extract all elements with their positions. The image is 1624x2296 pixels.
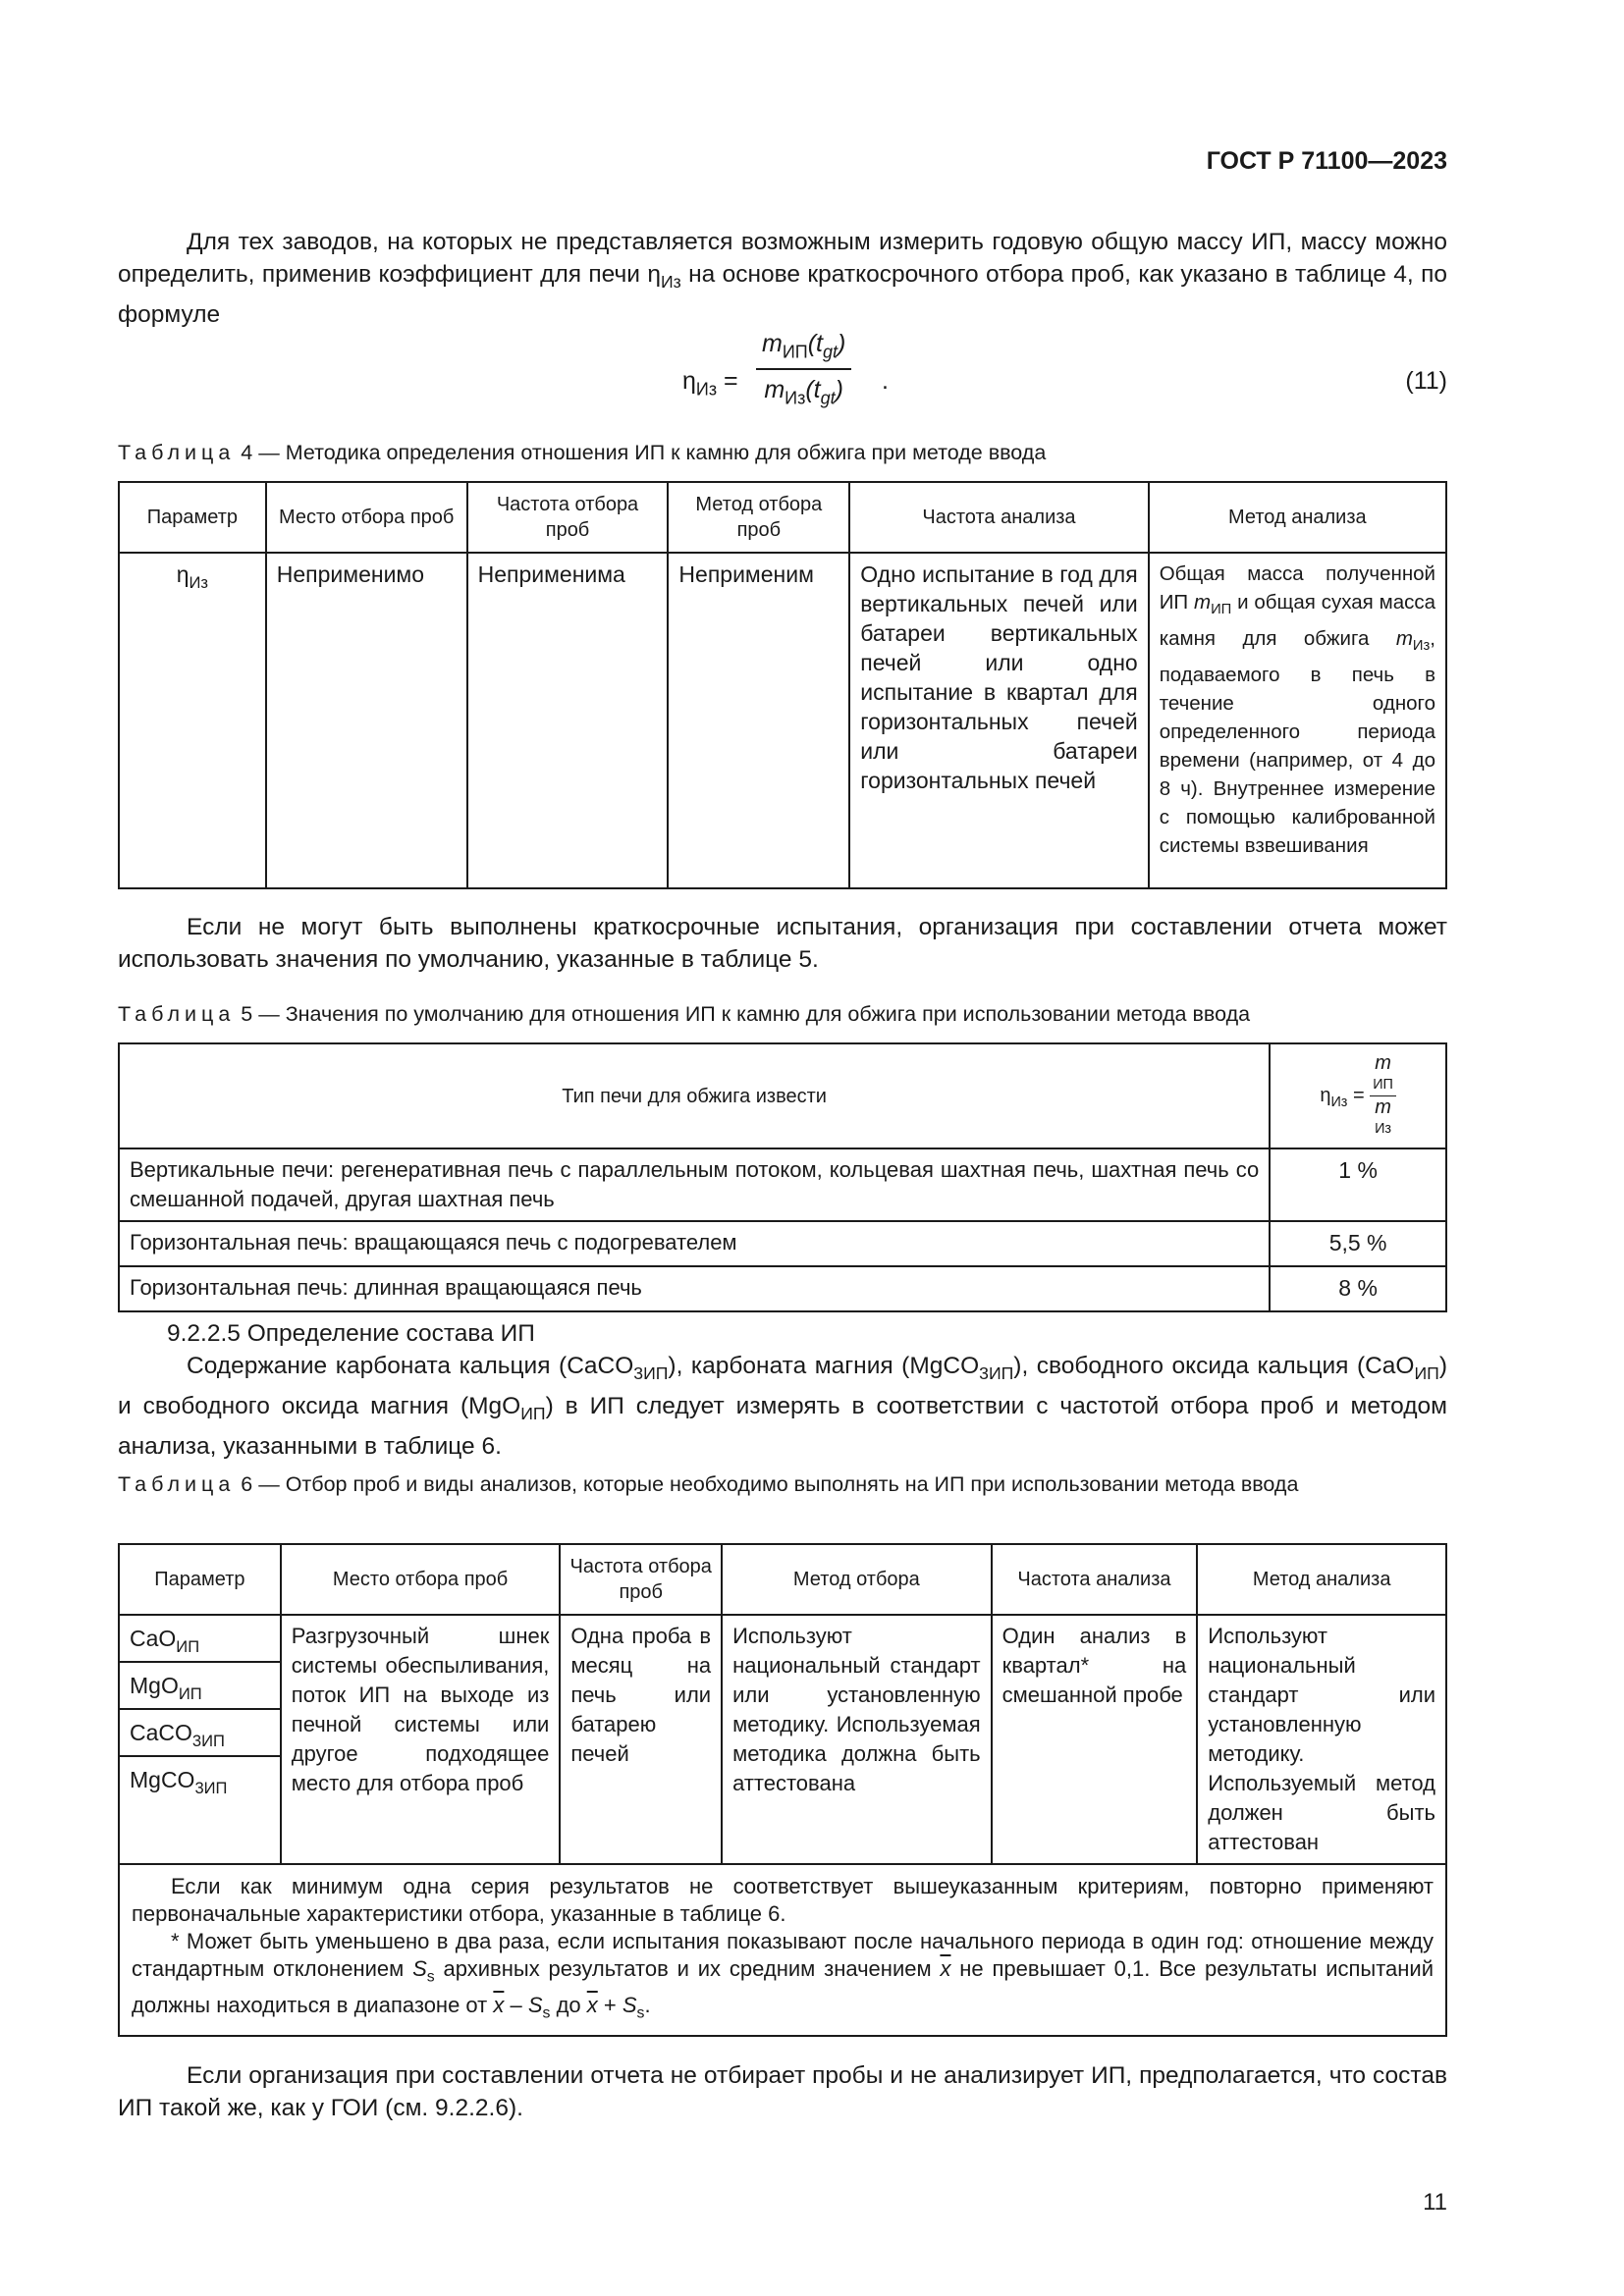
table6-header: Метод анализа: [1197, 1544, 1446, 1615]
table4-header: Частота отбора проб: [467, 482, 669, 553]
table4-header: Метод отбора проб: [668, 482, 849, 553]
table5-row: [119, 1221, 1446, 1266]
table5-value: 1 %: [1270, 1148, 1446, 1221]
paragraph-defaults: Если не могут быть выполнены краткосрочные испытания, организация при составлении отчета может использовать значения по умолчанию, указанные в таблице 5.: [118, 914, 1447, 973]
table6-notes-row: [119, 1864, 1446, 2036]
table4-analysis-method: Общая масса полученной ИП $m_{ИП}$ и общая сухая масса камня для обжига $m_{Из}$, подаваемого в печь в течение одного определенного периода времени (например, от 4 до 8 ч). Внутреннее измерение с помощью калиброванной системы взвешивания: [1149, 553, 1446, 888]
table4-header: Метод анализа: [1149, 482, 1446, 553]
table6-param: MgCO$_{3ИП}$: [130, 1767, 228, 1797]
table5-caption: Таблица 5 — Значения по умолчанию для отношения ИП к камню для обжига при использовании метода ввода: [118, 1002, 1251, 1026]
page-number: 11: [1423, 2189, 1447, 2216]
table6-param: CaO$_{ИП}$: [120, 1616, 280, 1663]
table5-row: [119, 1148, 1446, 1221]
closing-paragraph: Если организация при составлении отчета не отбирает пробы и не анализирует ИП, предполагается, что состав ИП такой же, как у ГОИ (см. 9.2.2.6).: [118, 2062, 1447, 2121]
table6-note: Если как минимум одна серия результатов не соответствует вышеуказанным критериям, повторно применяют первоначальные характеристики отбора, указанные в таблице 6.: [132, 1874, 1434, 1926]
table6-caption: Таблица 6 — Отбор проб и виды анализов, которые необходимо выполнять на ИП при использовании метода ввода: [118, 1472, 1299, 1496]
table5-value: 5,5 %: [1270, 1221, 1446, 1266]
section-title: 9.2.2.5 Определение состава ИП: [167, 1320, 535, 1347]
table5-header-eta: $\eta_{Из}$ = m ИП m Из: [1270, 1043, 1446, 1148]
table5-header-row: [119, 1043, 1446, 1148]
document-header: ГОСТ Р 71100—2023: [1206, 147, 1447, 175]
table4-place: Неприменимо: [266, 553, 467, 888]
table4-row: [119, 553, 1446, 888]
table6-param: MgO$_{ИП}$: [120, 1663, 280, 1710]
formula-fraction: $m_{ИП}(t_{gt})$ $m_{Из}(t_{gt})$: [756, 330, 851, 409]
table6-place: Разгрузочный шнек системы обеспыливания, поток ИП на выходе из печной системы или другое подходящее место для отбора проб: [281, 1615, 561, 1864]
table6-header: Место отбора проб: [281, 1544, 561, 1615]
table6-analysis-freq: Один анализ в квартал* на смешанной пробе: [992, 1615, 1198, 1864]
formula-lhs: $\eta_{Из}$ =: [682, 367, 738, 400]
table6-header: Частота анализа: [992, 1544, 1198, 1615]
table4: [118, 481, 1447, 889]
table4-header-row: [119, 482, 1446, 553]
table4-method: Неприменим: [668, 553, 849, 888]
table6-freq: Одна проба в месяц на печь или батарею печей: [560, 1615, 722, 1864]
table5-value: 8 %: [1270, 1266, 1446, 1311]
table5-type: Горизонтальная печь: вращающаяся печь с подогревателем: [119, 1221, 1270, 1266]
table6-header-row: [119, 1544, 1446, 1615]
table6-row: [119, 1615, 1446, 1864]
table6-header: Параметр: [119, 1544, 281, 1615]
table6-params: [119, 1615, 281, 1864]
formula-11: $\eta_{Из}$ = $m_{ИП}(t_{gt})$ $m_{Из}(t_{gt})$ . (11): [682, 330, 1447, 408]
table5-row: [119, 1266, 1446, 1311]
table4-analysis-freq: Одно испытание в год для вертикальных печей или батареи вертикальных печей или одно испытание в квартал для горизонтальных печей или батареи горизонтальных печей: [849, 553, 1148, 888]
table5-header-type: Тип печи для обжига извести: [119, 1043, 1270, 1148]
formula-number: (11): [1405, 367, 1447, 395]
table6-method: Используют национальный стандарт или установленную методику. Используемая методика должна быть аттестована: [722, 1615, 992, 1864]
table6: [118, 1543, 1447, 2037]
section-paragraph: Содержание карбоната кальция (CaCO$_{3ИП}$), карбоната магния (MgCO$_{3ИП}$), свободного оксида кальция (CaO$_{ИП}$) и свободного оксида магния (MgO$_{ИП}$) в ИП следует измерять в соответствии с частотой отбора проб и методом анализа, указанными в таблице 6.: [118, 1353, 1448, 1461]
table4-param: $\eta_{Из}$: [119, 553, 266, 888]
table6-analysis-method: Используют национальный стандарт или установленную методику. Используемый метод должен быть аттестован: [1197, 1615, 1446, 1864]
table4-header: Параметр: [119, 482, 266, 553]
table5: [118, 1042, 1447, 1312]
table6-footnote: * Может быть уменьшено в два раза, если испытания показывают после начального периода в один год: отношение между стандартным отклонением $S_s$ архивных результатов и их средним значением $\overline{x}$ не превышает 0,1. Все результаты испытаний должны находиться в диапазоне от $\overline{x} - S_s$ до $\overline{x} + S_s$.: [132, 1929, 1435, 2022]
table4-header: Частота анализа: [849, 482, 1148, 553]
table6-header: Метод отбора: [722, 1544, 992, 1615]
table5-type: Вертикальные печи: регенеративная печь с параллельным потоком, кольцевая шахтная печь, шахтная печь со смешанной подачей, другая шахтная печь: [119, 1148, 1270, 1221]
table6-notes: [119, 1864, 1446, 2036]
table6-param: CaCO$_{3ИП}$: [120, 1710, 280, 1757]
table5-type: Горизонтальная печь: длинная вращающаяся печь: [119, 1266, 1270, 1311]
table4-freq: Неприменима: [467, 553, 669, 888]
table6-header: Частота отбора проб: [560, 1544, 722, 1615]
table4-caption: Таблица 4 — Методика определения отношения ИП к камню для обжига при методе ввода: [118, 441, 1047, 464]
intro-paragraph: Для тех заводов, на которых не представляется возможным измерить годовую общую массу ИП, массу можно определить, применив коэффициент для печи $\eta_{Из}$ на основе краткосрочного отбора проб, как указано в таблице 4, по формуле: [118, 229, 1447, 329]
table4-header: Место отбора проб: [266, 482, 467, 553]
